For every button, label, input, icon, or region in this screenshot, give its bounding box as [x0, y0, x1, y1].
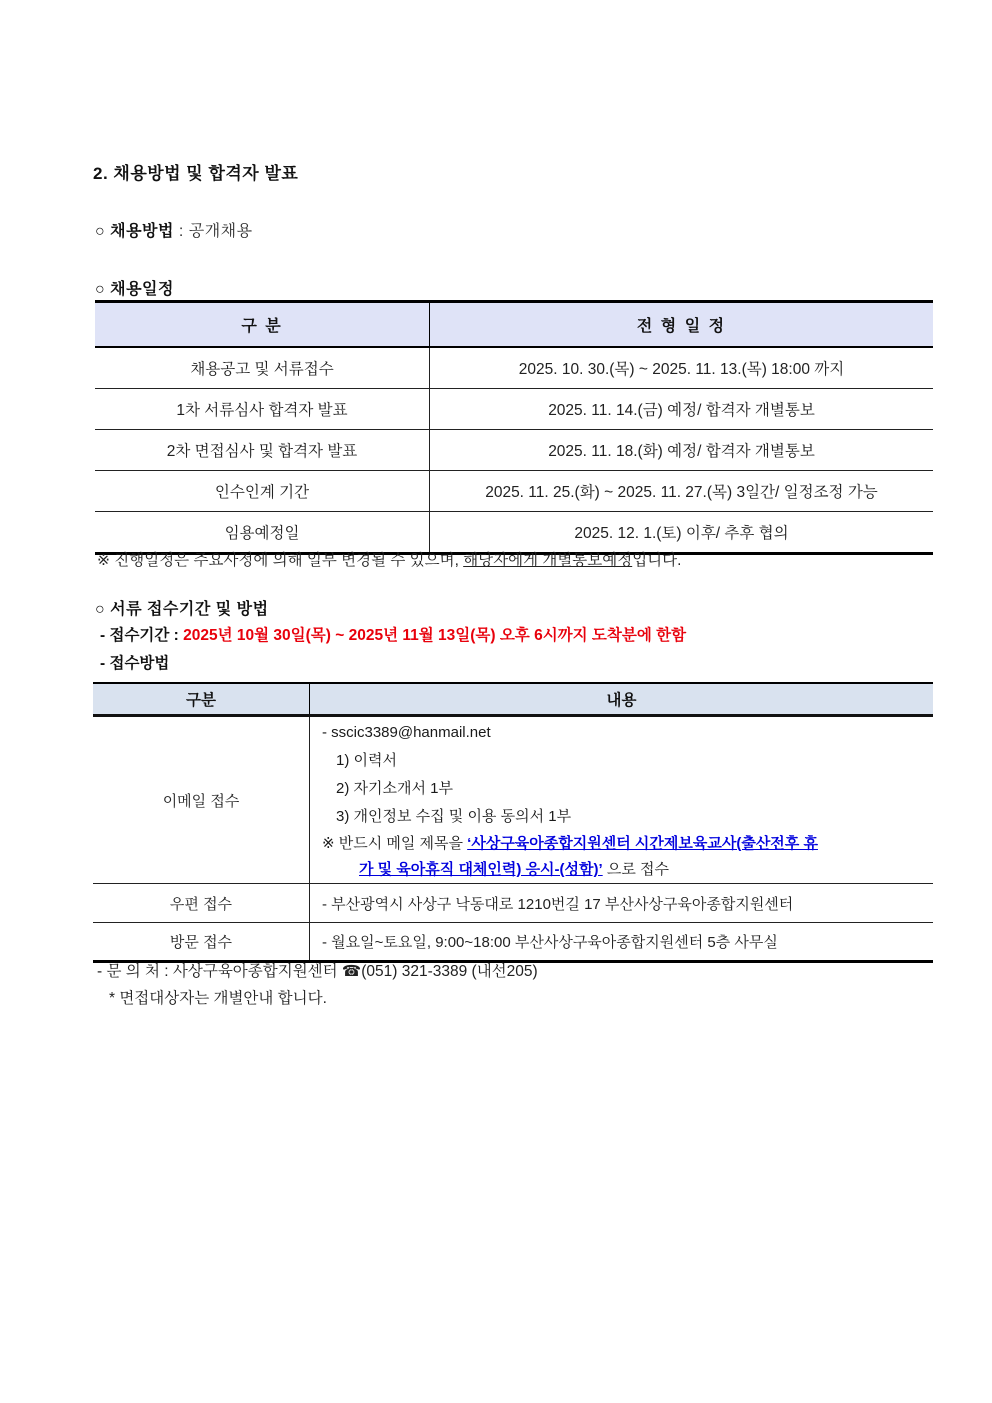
application-period-line — [100, 623, 686, 645]
postal-row-label: 우편 접수 — [93, 884, 310, 922]
email-item-2: 2) 자기소개서 1부 — [336, 780, 453, 797]
application-section-label: ○ 서류 접수기간 및 방법 — [95, 601, 269, 618]
method-table-header-row — [93, 684, 933, 717]
schedule-row-value: 2025. 11. 25.(화) ~ 2025. 11. 27.(목) 3일간/ 일정조정 가능 — [485, 484, 878, 501]
schedule-row-category: 채용공고 및 서류접수 — [95, 348, 430, 388]
method-table-header-content: 내용 — [606, 692, 637, 709]
schedule-row-category: 2차 면접심사 및 합격자 발표 — [95, 430, 430, 470]
schedule-note-suffix: 입니다. — [632, 552, 682, 569]
email-subject-title-part2: 가 및 육아휴직 대체인력) 응시-(성함)’ — [359, 861, 603, 878]
table-row — [95, 389, 933, 430]
visit-row-value: - 월요일~토요일, 9:00~18:00 부산사상구육아종합지원센터 5층 사무실 — [322, 934, 778, 951]
email-item-1: 1) 이력서 — [336, 752, 397, 769]
email-address-line: - sscic3389@hanmail.net — [322, 724, 491, 741]
schedule-table-header-row — [95, 303, 933, 348]
table-row — [95, 348, 933, 389]
schedule-table-header-category: 구 분 — [95, 303, 430, 346]
email-subject-note-line1 — [322, 831, 945, 857]
schedule-row-value: 2025. 11. 18.(화) 예정/ 합격자 개별통보 — [548, 443, 815, 460]
schedule-note — [97, 548, 681, 570]
contact-line: - 문 의 처 : 사상구육아종합지원센터 ☎(051) 321-3389 (내선205) — [97, 963, 538, 980]
schedule-note-underlined: 해당자에게 개별통보예정 — [463, 552, 633, 569]
schedule-row-value: 2025. 10. 30.(목) ~ 2025. 11. 13.(목) 18:00 까지 — [518, 361, 845, 378]
interview-note: * 면접대상자는 개별안내 합니다. — [109, 990, 327, 1007]
application-period-value: 2025년 10월 30일(목) ~ 2025년 11월 13일(목) 오후 6시까지 도착분에 한함 — [183, 627, 687, 644]
application-method-label: - 접수방법 — [100, 655, 170, 672]
recruit-method-label: ○ 채용방법 — [95, 223, 174, 240]
email-row-content — [310, 717, 955, 883]
schedule-row-category: 1차 서류심사 합격자 발표 — [95, 389, 430, 429]
method-table-header-category: 구분 — [93, 684, 310, 714]
schedule-note-prefix: ※ 진행일정은 주요사정에 의해 일부 변경될 수 있으며, — [97, 552, 464, 569]
email-row-label: 이메일 접수 — [93, 717, 310, 883]
schedule-section-label: ○ 채용일정 — [95, 281, 174, 298]
table-row-email — [93, 717, 933, 884]
application-period-label: - 접수기간 : — [100, 627, 184, 644]
recruit-method-line — [95, 218, 253, 241]
section-title: 2. 채용방법 및 합격자 발표 — [93, 164, 299, 183]
schedule-row-value: 2025. 11. 14.(금) 예정/ 합격자 개별통보 — [548, 402, 815, 419]
table-row — [95, 512, 933, 552]
schedule-row-category: 임용예정일 — [95, 512, 430, 552]
email-item-3: 3) 개인정보 수집 및 이용 동의서 1부 — [336, 808, 572, 825]
table-row-visit — [93, 923, 933, 960]
schedule-row-category: 인수인계 기간 — [95, 471, 430, 511]
table-row — [95, 430, 933, 471]
schedule-row-value: 2025. 12. 1.(토) 이후/ 추후 협의 — [574, 525, 789, 542]
email-subject-title-part1: ‘사상구육아종합지원센터 시간제보육교사(출산전후 휴 — [467, 835, 818, 852]
email-subject-note-suffix: 으로 접수 — [602, 861, 669, 878]
schedule-table-header-dates: 전 형 일 정 — [636, 318, 727, 335]
email-subject-note-line2 — [322, 857, 945, 883]
postal-row-value: - 부산광역시 사상구 낙동대로 1210번길 17 부산사상구육아종합지원센터 — [322, 895, 794, 913]
visit-row-label: 방문 접수 — [93, 923, 310, 960]
table-row — [95, 471, 933, 512]
schedule-table — [95, 300, 933, 555]
email-subject-note-prefix: ※ 반드시 메일 제목을 — [322, 835, 468, 852]
method-table — [93, 682, 933, 963]
recruit-method-value: : 공개채용 — [173, 223, 253, 240]
table-row-postal — [93, 884, 933, 923]
